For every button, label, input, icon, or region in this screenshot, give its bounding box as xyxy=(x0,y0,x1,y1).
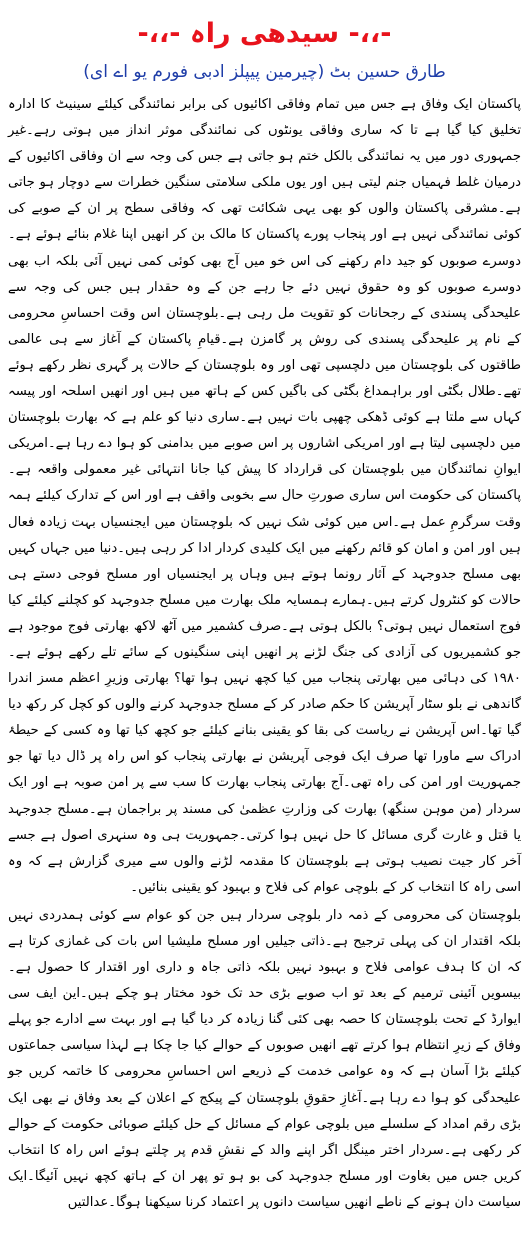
article-paragraph: بلوچستان کی محرومی کے ذمہ دار بلوچی سردار ہیں جن کو عوام سے کوئی ہمدردی نہیں بلکہ اقتدار ان کی پہلی ترجیح ہے۔ذاتی جیلیں اور مسلح ملیشیا اس بات کی غمازی کرتا ہے کہ ان کا ہدف عوامی فلاح و بہبود نہیں بلکہ ذاتی جاہ و داری اور اقتدار کا حصول ہے۔بیسویں آئینی ترمیم کے بعد تو اب صوبے بڑی حد تک خود مختار ہو چکے ہیں۔این ایف سی ایوارڈ کے تحت بلوچستان کا حصہ بھی کئی گنا زیادہ کر دیا گیا ہے اور بہت سے ادارے جو پہلے وفاق کے زیرِ انتظام ہوا کرتے تھے انھیں صوبوں کے حوالے کیا جا چکا ہے لہذا سیاسی جماعتوں کیلئے بڑا آسان ہے کہ وہ عوامی خدمت کے ذریعے اس احساسِ محرومی کا خاتمہ کریں جو علیحدگی کو ہوا دے رہا ہے۔آغازِ حقوقِ بلوچستان کے پیکج کے اعلان کے بعد وفاق نے بھی ایک بڑی رقم امداد کے سلسلے میں بلوچی عوام کے مسائل کے حل کیلئے صوبائی حکومت کے حوالے کر رکھی ہے۔سردار اختر مینگل اگر اپنے والد کے نقشِ قدم پر چلتے ہوئے اس راہ کا انتخاب کریں جس میں بغاوت اور مسلح جدوجہد کی بو ہو تو پھر ان کے ہاتھ کچھ نہیں آئیگا۔ایک سیاست دان ہونے کے ناطے انھیں سیاست دانوں پر اعتماد کرنا سیکھنا ہوگا۔عدالتیں xyxy=(8,907,521,1210)
article-byline: طارق حسین بٹ (چیرمین پیپلز ادبی فورم یو اے ای) xyxy=(83,62,446,82)
article-title: -،،- سیدھی راہ -،،- xyxy=(137,18,392,49)
article-paragraph: پاکستان ایک وفاق ہے جس میں تمام وفاقی اکائیوں کی برابر نمائندگی کیلئے سینیٹ کا ادارہ تخلیق کیا گیا ہے تا کہ ساری وفاقی یونٹوں کی نمائندگی موثر انداز میں ہوتی رہے۔غیر جمہوری دور میں یہ نمائندگی بالکل ختم ہو جاتی ہے جس کی وجہ سے ان وفاقی اکائیوں کے درمیان غلط فہمیاں جنم لیتی ہیں اور یوں ملکی سلامتی سنگین خطرات سے دوچار ہو جاتی ہے۔مشرقی پاکستان والوں کو بھی یہی شکائت تھی کہ وفاقی سطح پر ان کے صوبے کی کوئی نمائندگی نہیں ہے اور پنجاب پورے پاکستان کا مالک بن کر انھیں اپنا غلام بنائے ہوئے ہے۔دوسرے صوبوں کو جید دام رکھنے کی اس خو میں آج بھی کوئی کمی نہیں آئی بلکہ اب بھی دوسرے صوبوں کو وہ حقوق نہیں دئے جا رہے جن کے وہ حقدار ہیں جس کی وجہ سے علیحدگی پسندی کے رجحانات کو تقویت مل رہی ہے۔بلوچستان اس وقت احساسِ محرومی کے نام پر علیحدگی پسندی کی روش پر گامزن ہے۔قیامِ پاکستان کے آغاز سے ہی عالمی طاقتوں کی بلوچستان میں دلچسپی تھی اور وہ بلوچستان کے حالات پر گہری نظر رکھے ہوئے تھے۔طلال بگٹی اور براہمداغ بگٹی کی باگیں کس کے ہاتھ میں ہیں اور انھیں اسلحہ اور پیسہ کہاں سے ملتا ہے کوئی ڈھکی چھپی بات نہیں ہے۔ساری دنیا کو علم ہے کہ بھارت بلوچستان میں دلچسپی لیتا ہے اور امریکی اشاروں پر اس صوبے میں بدامنی کو ہوا دے رہا ہے۔امریکی ایوانِ نمائندگان میں بلوچستان کی قرارداد کا پیش کیا جانا انتہائی غیر معمولی واقعہ ہے۔پاکستان کی حکومت اس ساری صورتِ حال سے بخوبی واقف ہے اور اس کے تدارک کیلئے ہمہ وقت سرگرمِ عمل ہے۔اس میں کوئی شک نہیں کہ بلوچستان میں ایجنسیاں بہت زیادہ فعال ہیں اور امن و امان کو قائم رکھنے میں ایک کلیدی کردار ادا کر رہی ہیں۔دنیا میں جہاں کہیں بھی مسلح جدوجہد کے آثار رونما ہوتے ہیں وہاں پر ایجنسیاں اور مسلح فوجی دستے ہی حالات کو کنٹرول کرتے ہیں۔ہمارے ہمسایہ ملک بھارت میں مسلح جدوجہد کو کچلنے کیلئے کیا فوج استعمال نہیں ہوتی؟ بالکل ہوتی ہے۔صرف کشمیر میں آٹھ لاکھ بھارتی فوج موجود ہے جو کشمیریوں کی آزادی کی جنگ لڑنے پر انھیں اپنی سنگینوں کے سائے تلے رکھے ہوئے ہے۔۱۹۸۰ کی دہائی میں بھارتی پنجاب میں کیا کچھ نہیں ہوا تھا؟ بھارتی وزیرِ اعظم مسز اندرا گاندھی نے بلو سٹار آپریشن کا حکم صادر کر کے مسلح جدوجہد کرنے والوں کو کچل کر رکھ دیا گیا تھا۔اس آپریشن نے ریاست کی بقا کو یقینی بنانے کیلئے جو کچھ کیا تھا وہ کسی کے حیطۂ ادراک سے ماورا تھا صرف ایک فوجی آپریشن نے بھارتی پنجاب کو اس راہ پر ڈال دیا تھا جو جمہوریت اور امن کی راہ تھی۔آج بھارتی پنجاب بھارت کا سب سے پر امن صوبہ ہے اور ایک سردار (من موہن سنگھ) بھارت کی وزارتِ عظمیٰ کی مسند پر براجمان ہے۔مسلح جدوجہد یا قتل و غارت گری مسائل کا حل نہیں ہوا کرتی۔جمہوریت ہی وہ سنہری اصول ہے جسے آخر کار جیت نصیب ہوتی ہے بلوچستان کا مقدمہ لڑنے والوں سے میری گزارش ہے کہ وہ اسی راہ کا انتخاب کر کے بلوچی عوام کی فلاح و بہبود کو یقینی بنائیں۔ xyxy=(8,97,521,895)
article-body xyxy=(8,92,521,1216)
